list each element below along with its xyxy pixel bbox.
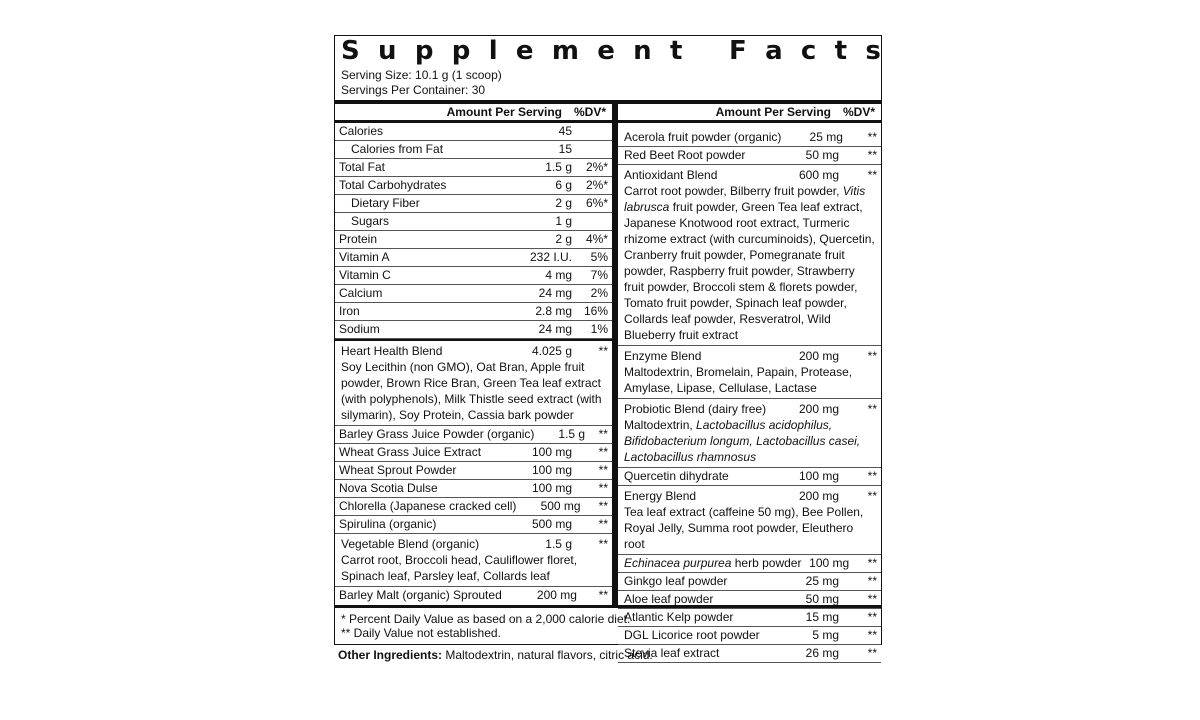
nutrient-amount: 6 g xyxy=(555,178,572,192)
nutrient-dv: ** xyxy=(598,481,608,495)
nutrient-name: Calories from Fat xyxy=(351,142,444,156)
blend-dv: ** xyxy=(867,349,877,363)
nutrient-dv: 4%* xyxy=(585,232,608,246)
blend-name: Antioxidant Blend xyxy=(624,168,718,182)
nutrient-amount: 24 mg xyxy=(538,322,572,336)
blend-description: Tea leaf extract (caffeine 50 mg), Bee Pollen, Royal Jelly, Summa root powder, Eleuthero root xyxy=(624,505,864,551)
nutrient-dv: ** xyxy=(598,517,608,531)
nutrient-amount: 25 mg xyxy=(809,130,843,144)
nutrient-row xyxy=(335,213,612,231)
amount-header: Amount Per Serving xyxy=(446,105,562,119)
amount-header: Amount Per Serving xyxy=(715,105,831,119)
nutrient-dv: ** xyxy=(598,588,608,602)
blend-description: Maltodextrin, Bromelain, Papain, Protease, Amylase, Lipase, Cellulase, Lactase xyxy=(624,365,853,395)
nutrient-row xyxy=(335,516,612,534)
other-ingredients-label: Other Ingredients: xyxy=(338,648,443,662)
blend-name: Heart Health Blend xyxy=(341,344,443,358)
dv-header: %DV* xyxy=(843,105,876,119)
nutrient-name: DGL Licorice root powder xyxy=(624,628,760,642)
nutrient-dv: ** xyxy=(867,130,877,144)
nutrient-amount: 232 I.U. xyxy=(529,250,572,264)
nutrient-dv: ** xyxy=(867,148,877,162)
nutrient-amount: 100 mg xyxy=(531,445,572,459)
nutrient-row xyxy=(335,462,612,480)
nutrient-amount: 1 g xyxy=(555,214,572,228)
footnote-not-established: ** Daily Value not established. xyxy=(341,626,501,640)
nutrient-dv: ** xyxy=(598,499,608,513)
title-letter: a xyxy=(765,36,783,66)
nutrient-row xyxy=(335,141,612,159)
nutrient-name: Dietary Fiber xyxy=(351,196,420,210)
nutrient-amount: 15 xyxy=(558,142,572,156)
nutrient-row xyxy=(618,555,881,573)
nutrient-amount: 50 mg xyxy=(805,148,839,162)
right-header xyxy=(618,104,881,123)
nutrient-amount: 100 mg xyxy=(531,481,572,495)
nutrient-dv: 7% xyxy=(590,268,608,282)
enzyme-blend xyxy=(618,346,881,399)
blend-description: Maltodextrin, Lactobacillus acidophilus, Bifidobacterium longum, Lactobacillus casei, Lactobacillus rhamnosus xyxy=(624,418,861,464)
title-letter: s xyxy=(865,36,881,66)
nutrient-name: Nova Scotia Dulse xyxy=(339,481,438,495)
nutrient-name: Iron xyxy=(339,304,360,318)
blend-amount: 600 mg xyxy=(798,168,839,182)
nutrient-amount: 100 mg xyxy=(531,463,572,477)
dv-header: %DV* xyxy=(574,105,607,119)
nutrient-name: Quercetin dihydrate xyxy=(624,469,729,483)
nutrient-name: Ginkgo leaf powder xyxy=(624,574,728,588)
energy-blend xyxy=(618,486,881,555)
footnotes xyxy=(335,605,881,644)
nutrient-amount: 2 g xyxy=(555,196,572,210)
nutrient-amount: 1.5 g xyxy=(545,160,572,174)
nutrient-name: Wheat Grass Juice Extract xyxy=(339,445,482,459)
blend-dv: ** xyxy=(867,402,877,416)
blend-amount: 4.025 g xyxy=(531,344,572,358)
vegetable-blend xyxy=(335,534,612,587)
nutrient-amount: 50 mg xyxy=(805,592,839,606)
nutrient-row xyxy=(335,303,612,321)
nutrient-dv: ** xyxy=(598,427,608,441)
nutrient-row xyxy=(335,321,612,339)
nutrient-name: Atlantic Kelp powder xyxy=(624,610,734,624)
title-letter: e xyxy=(515,36,534,66)
nutrient-amount: 2.8 mg xyxy=(535,304,572,318)
blend-name: Energy Blend xyxy=(624,489,697,503)
nutrient-name: Protein xyxy=(339,232,378,246)
title-letter: e xyxy=(597,36,615,66)
nutrient-amount: 4 mg xyxy=(545,268,572,282)
title-letter: c xyxy=(800,36,817,66)
heart-health-blend xyxy=(335,339,612,426)
nutrient-dv: 2%* xyxy=(585,178,608,192)
blend-amount: 1.5 g xyxy=(545,537,572,551)
nutrient-dv: ** xyxy=(867,628,877,642)
blend-description: Carrot root, Broccoli head, Cauliflower floret, Spinach leaf, Parsley leaf, Collards leaf xyxy=(341,553,578,583)
nutrient-dv: 2% xyxy=(590,286,608,300)
title-letter: m xyxy=(551,36,579,66)
title-letter: n xyxy=(633,36,652,66)
nutrient-row xyxy=(335,498,612,516)
nutrient-dv: ** xyxy=(867,574,877,588)
nutrient-name: Wheat Sprout Powder xyxy=(339,463,457,477)
other-ingredients-text: Maltodextrin, natural flavors, citric acid. xyxy=(442,648,653,662)
nutrient-name: Red Beet Root powder xyxy=(624,148,746,162)
nutrient-row xyxy=(618,129,881,147)
nutrient-dv: ** xyxy=(867,610,877,624)
footnote-dv: * Percent Daily Value as based on a 2,000 calorie diet. xyxy=(341,612,631,626)
nutrient-dv: ** xyxy=(598,445,608,459)
blend-amount: 200 mg xyxy=(798,489,839,503)
blend-name: Enzyme Blend xyxy=(624,349,702,363)
nutrient-row xyxy=(618,147,881,165)
nutrient-row xyxy=(335,231,612,249)
panel-title xyxy=(341,34,881,68)
nutrient-name: Total Carbohydrates xyxy=(339,178,447,192)
probiotic-blend xyxy=(618,399,881,468)
blend-name: Probiotic Blend (dairy free) xyxy=(624,402,767,416)
title-letter: S xyxy=(341,36,360,66)
nutrient-amount: 24 mg xyxy=(538,286,572,300)
nutrient-dv: ** xyxy=(867,556,877,570)
nutrient-row xyxy=(335,426,612,444)
nutrient-name: Acerola fruit powder (organic) xyxy=(624,130,782,144)
nutrient-row xyxy=(335,444,612,462)
other-ingredients xyxy=(338,648,653,662)
nutrient-amount: 15 mg xyxy=(805,610,839,624)
servings-per-container: Servings Per Container: 30 xyxy=(341,83,486,97)
left-header xyxy=(335,104,612,123)
nutrient-dv: ** xyxy=(867,469,877,483)
nutrient-amount: 25 mg xyxy=(805,574,839,588)
title-letter: p xyxy=(451,36,471,66)
nutrient-dv: 6%* xyxy=(585,196,608,210)
blend-dv: ** xyxy=(867,489,877,503)
nutrient-name: Spirulina (organic) xyxy=(339,517,437,531)
nutrient-row xyxy=(335,177,612,195)
blend-description: Soy Lecithin (non GMO), Oat Bran, Apple fruit powder, Brown Rice Bran, Green Tea leaf extract (with polyphenols), Milk Thistle seed extract (with silymarin), Soy Protein, Cassia bark powder xyxy=(341,360,602,422)
nutrient-amount: 5 mg xyxy=(812,628,839,642)
title-letter: p xyxy=(414,36,434,66)
nutrient-dv: 5% xyxy=(590,250,608,264)
nutrient-name: Calcium xyxy=(339,286,383,300)
serving-size: Serving Size: 10.1 g (1 scoop) xyxy=(341,68,502,82)
title-letter: u xyxy=(378,36,397,66)
nutrient-amount: 2 g xyxy=(555,232,572,246)
blend-description: Carrot root powder, Bilberry fruit powder, Vitis labrusca fruit powder, Green Tea leaf extract, Japanese Knotwood root extract, Turmeric rhizome extract (with curcuminoids), Quercetin, Cranberry fruit powder, Pomegranate fruit powder, Raspberry fruit powder, Strawberry fruit powder, Broccoli stem & florets powder, Tomato fruit powder, Spinach leaf powder, Collards leaf powder, Resveratrol, Wild Blueberry fruit extract xyxy=(624,184,875,342)
nutrient-name: Aloe leaf powder xyxy=(624,592,714,606)
nutrient-dv: 2%* xyxy=(585,160,608,174)
nutrient-name: Calories xyxy=(339,124,384,138)
nutrient-amount: 100 mg xyxy=(809,556,850,570)
nutrient-name: Total Fat xyxy=(339,160,386,174)
right-column xyxy=(618,104,881,663)
nutrient-amount: 45 xyxy=(558,124,572,138)
nutrient-row xyxy=(618,573,881,591)
blend-amount: 200 mg xyxy=(798,349,839,363)
left-column xyxy=(335,104,612,604)
nutrient-row xyxy=(335,249,612,267)
nutrient-dv: 16% xyxy=(583,304,608,318)
title-letter: t xyxy=(834,36,848,66)
nutrient-row xyxy=(335,195,612,213)
nutrient-amount: 1.5 g xyxy=(558,427,586,441)
nutrient-name: Chlorella (Japanese cracked cell) xyxy=(339,499,517,513)
nutrient-row xyxy=(335,285,612,303)
nutrient-name: Sugars xyxy=(351,214,390,228)
nutrient-row xyxy=(618,468,881,486)
nutrient-dv: ** xyxy=(598,463,608,477)
nutrient-row xyxy=(335,123,612,141)
nutrient-dv: ** xyxy=(867,592,877,606)
blend-name: Vegetable Blend (organic) xyxy=(341,537,480,551)
blend-dv: ** xyxy=(598,537,608,551)
nutrient-name: Barley Malt (organic) Sprouted xyxy=(339,588,502,602)
nutrient-name: Stevia leaf extract xyxy=(624,646,720,660)
nutrient-name: Vitamin A xyxy=(339,250,390,264)
nutrient-row xyxy=(618,645,881,663)
blend-amount: 200 mg xyxy=(798,402,839,416)
nutrient-name: Barley Grass Juice Powder (organic) xyxy=(339,427,535,441)
antioxidant-blend xyxy=(618,165,881,346)
nutrient-name: Sodium xyxy=(339,322,380,336)
nutrient-dv: 1% xyxy=(590,322,608,336)
nutrient-amount: 100 mg xyxy=(798,469,839,483)
nutrient-amount: 500 mg xyxy=(540,499,581,513)
nutrient-row xyxy=(335,587,612,604)
nutrient-amount: 26 mg xyxy=(805,646,839,660)
title-letter: l xyxy=(488,36,498,66)
nutrient-amount: 500 mg xyxy=(531,517,572,531)
blend-dv: ** xyxy=(867,168,877,182)
title-letter: F xyxy=(729,36,747,66)
nutrient-amount: 200 mg xyxy=(536,588,577,602)
blend-dv: ** xyxy=(598,344,608,358)
nutrient-dv: ** xyxy=(867,646,877,660)
nutrient-row xyxy=(335,267,612,285)
title-letter: t xyxy=(669,36,683,66)
nutrient-name: Vitamin C xyxy=(339,268,391,282)
nutrient-row xyxy=(335,159,612,177)
nutrient-name: Echinacea purpurea herb powder xyxy=(624,556,802,570)
nutrient-row xyxy=(335,480,612,498)
